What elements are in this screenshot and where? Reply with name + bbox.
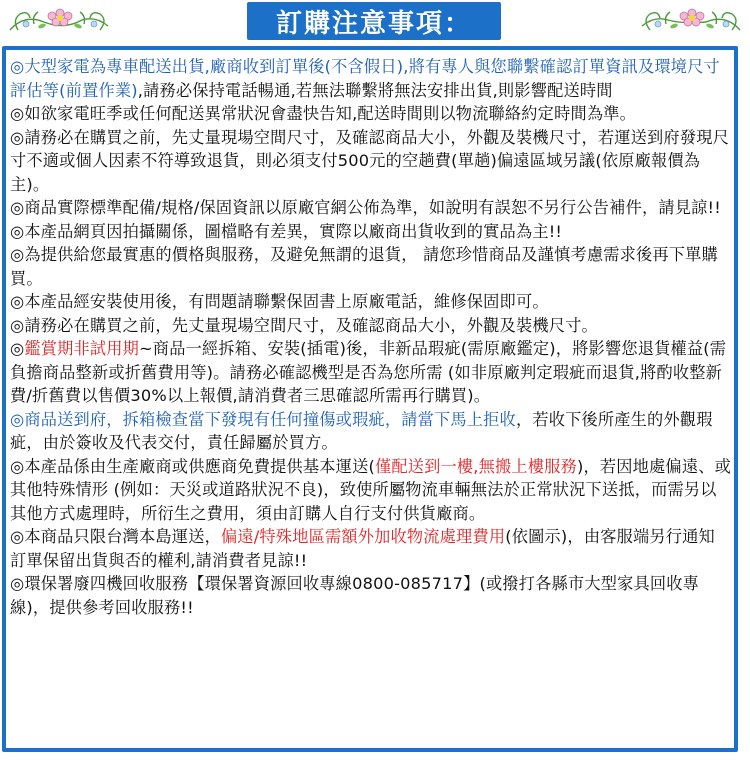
notice-item xyxy=(10,126,731,197)
title-banner xyxy=(247,2,501,40)
notice-item xyxy=(10,408,731,455)
notice-text: ~商品一經拆箱、安裝(插電)後，非新品瑕疵(需原廠鑑定)，將影響您退貨權益(需負擔商品整新或折舊費用等)。請務必確認機型是否為您所需 (如非原廠判定瑕疵而退貨,將酌收整新費/折舊費以售價30%以上報價,請消費者三思確認所需再行購買)。 xyxy=(10,339,727,405)
notice-item xyxy=(10,55,731,102)
notice-item xyxy=(10,102,731,126)
notice-item xyxy=(10,220,731,244)
notice-text: ◎商品實際標準配備/規格/保固資訊以原廠官網公佈為準，如說明有誤恕不另行公告補件，請見諒!! xyxy=(10,198,721,217)
notice-text: ◎本產品經安裝使用後，有問題請聯繫保固書上原廠電話，維修保固即可。 xyxy=(10,292,549,311)
notice-text: )，若因地處偏遠、或其他特殊情形 (例如：天災或道路狀況不良)，致使所屬物流車輛無法於正常狀況下送抵，而需另以其他方式處理時，所衍生之費用，須由訂購人自行支付供貨廠商。 xyxy=(10,456,731,523)
notice-item xyxy=(10,525,731,572)
notice-text: ◎為提供給您最實惠的價格與服務，及避免無謂的退貨， 請您珍惜商品及謹慎考慮需求後再下單購買。 xyxy=(10,245,718,288)
notice-text: ◎如欲家電旺季或任何配送異常狀況會盡快告知,配送時間則以物流聯絡約定時間為準。 xyxy=(10,104,637,123)
notice-highlight-blue: ◎商品送到府，拆箱檢查當下發現有任何撞傷或瑕疵，請當下馬上拒收 xyxy=(10,409,516,429)
floral-swirl-icon xyxy=(636,0,746,40)
notice-text: ,請務必保持電話暢通,若無法聯繫將無法安排出貨,則影響配送時間 xyxy=(137,80,613,100)
notice-text: ◎請務必在購買之前，先丈量現場空間尺寸，及確認商品大小，外觀及裝機尺寸。 xyxy=(10,315,598,335)
notice-text: (依圖示)，由客服端另行通知訂單保留出貨與否的權利,請消費者見諒!! xyxy=(10,527,715,570)
notice-text: ◎請務必在購買之前，先丈量現場空間尺寸，及確認商品大小，外觀及裝機尺寸，若運送到府發現尺寸不適或個人因素不符導致退貨，則必須支付500元的空趟費(單趟)偏遠區域另議(依原廠報價為主)。 xyxy=(10,127,729,194)
header xyxy=(0,0,750,42)
notice-item xyxy=(10,572,731,619)
notice-item xyxy=(10,337,731,408)
notice-text: ◎環保署廢四機回收服務【環保署資源回收專線0800-085717】(或撥打各縣市大型家具回收專線)，提供參考回收服務!! xyxy=(10,574,700,617)
notice-prefix: ◎ xyxy=(10,339,25,358)
notice-highlight-red: 偏遠/特殊地區需額外加收物流處理費用 xyxy=(220,527,506,546)
notice-highlight-red: 鑑賞期非試用期 xyxy=(24,339,140,358)
notice-highlight-red: 僅配送到一樓,無搬上樓服務 xyxy=(374,456,577,476)
page-title: 訂購注意事項： xyxy=(275,8,472,39)
notice-highlight-blue: ◎大型家電為專車配送出貨,廠商收到訂單後(不含假日),將有專人與您聯繫確認訂單資訊及環境尺寸評估等(前置作業) xyxy=(10,57,720,100)
notice-item xyxy=(10,196,731,220)
notice-text: ◎本商品只限台灣本島運送， xyxy=(10,527,221,546)
notice-item xyxy=(10,290,731,314)
floral-swirl-icon xyxy=(4,0,114,40)
notice-item xyxy=(10,455,731,526)
notice-text: ◎本產品係由生產廠商或供應商免費提供基本運送( xyxy=(10,456,375,476)
notice-item xyxy=(10,243,731,290)
notice-panel xyxy=(2,46,738,752)
notice-item xyxy=(10,314,731,338)
notice-text: ，若收下後所產生的外觀瑕疵，由於簽收及代表交付，責任歸屬於買方。 xyxy=(10,409,713,452)
notice-text: ◎本產品網頁因拍攝關係，圖檔略有差異，實際以廠商出貨收到的實品為主!! xyxy=(10,221,563,241)
